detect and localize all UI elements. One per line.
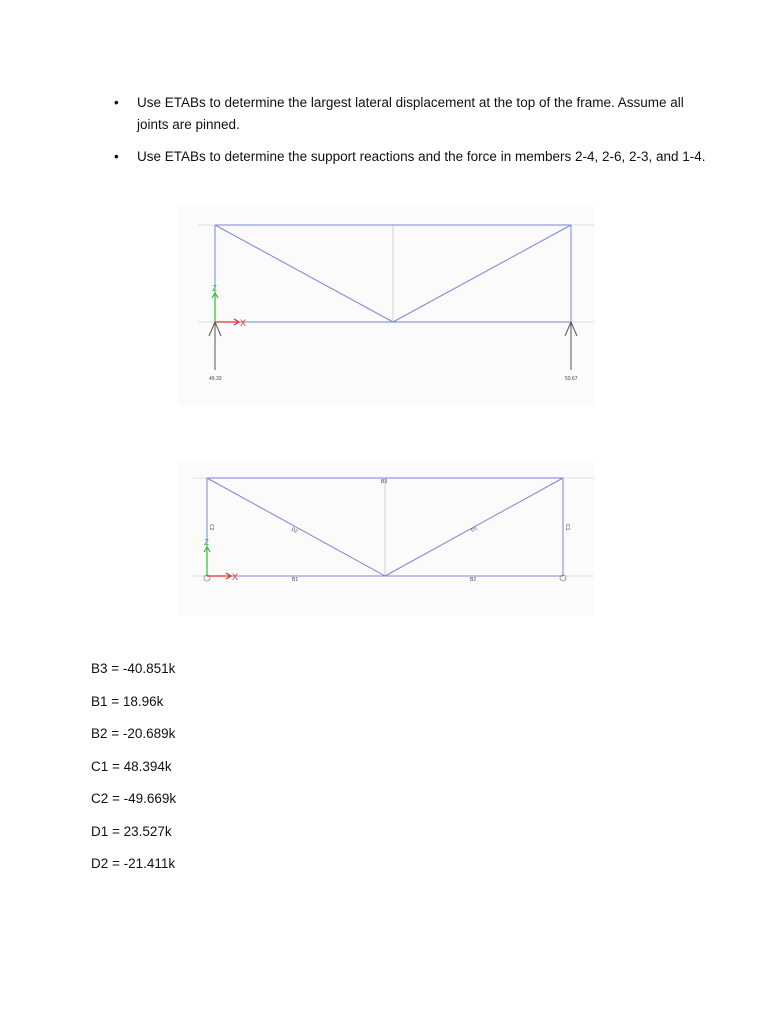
left-diagonal <box>215 225 393 322</box>
results-list <box>91 658 176 886</box>
reaction-arrow-left <box>209 322 221 370</box>
label-b1: B1 <box>292 577 299 583</box>
member-label-diagram <box>178 460 594 615</box>
axis-triad <box>212 284 246 328</box>
label-b3: B3 <box>381 479 388 485</box>
result-line: D2 = -21.411k <box>91 856 176 871</box>
instruction-list <box>110 92 710 178</box>
axis-triad <box>204 538 238 582</box>
member-label-canvas <box>178 460 594 615</box>
label-c2: C2 <box>208 524 214 531</box>
reaction-right-value: 50.67 <box>565 376 578 382</box>
x-axis-label: X <box>232 572 239 582</box>
result-line: B2 = -20.689k <box>91 726 176 741</box>
x-axis-label: X <box>240 318 247 328</box>
result-line: B1 = 18.96k <box>91 693 164 709</box>
instruction-text: Use ETABs to determine the support reactions and the force in members 2-4, 2-6, 2-3, and 1-4. <box>137 149 706 164</box>
z-axis-label: Z <box>204 538 209 547</box>
member-d2 <box>207 478 388 576</box>
reaction-diagram <box>178 205 594 405</box>
right-diagonal <box>393 225 571 322</box>
z-axis-label: Z <box>212 284 217 293</box>
instruction-item <box>110 146 710 168</box>
label-d1: D1 <box>470 525 479 534</box>
reaction-left-value: 49.33 <box>209 376 222 382</box>
instruction-item <box>110 92 710 136</box>
label-d2: D2 <box>290 526 299 535</box>
reaction-arrow-right <box>565 322 577 370</box>
result-line: B3 = -40.851k <box>91 661 176 676</box>
reaction-diagram-canvas <box>178 205 594 405</box>
label-c1: C1 <box>564 524 570 531</box>
instruction-text: Use ETABs to determine the largest lateral displacement at the top of the frame. Assume all joints are pinned. <box>137 95 684 132</box>
bullet-icon: • <box>114 149 119 164</box>
result-line: C2 = -49.669k <box>91 791 177 806</box>
label-b2: B2 <box>470 577 477 583</box>
bullet-icon: • <box>114 95 119 110</box>
result-line: D1 = 23.527k <box>91 823 172 839</box>
result-line: C1 = 48.394k <box>91 758 172 774</box>
